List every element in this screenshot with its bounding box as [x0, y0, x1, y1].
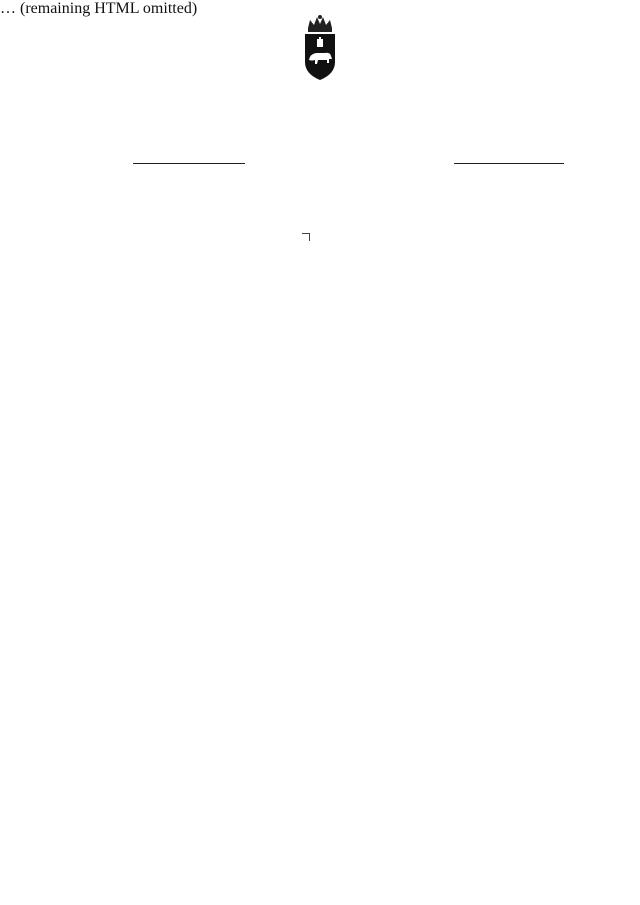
heading-corner-mark	[302, 233, 310, 241]
document-date	[133, 163, 245, 164]
document-number	[454, 163, 564, 164]
perm-krai-coat-of-arms-icon	[300, 14, 340, 82]
document-number-field	[438, 163, 564, 181]
document-page: … (remaining HTML omitted)	[0, 0, 640, 18]
